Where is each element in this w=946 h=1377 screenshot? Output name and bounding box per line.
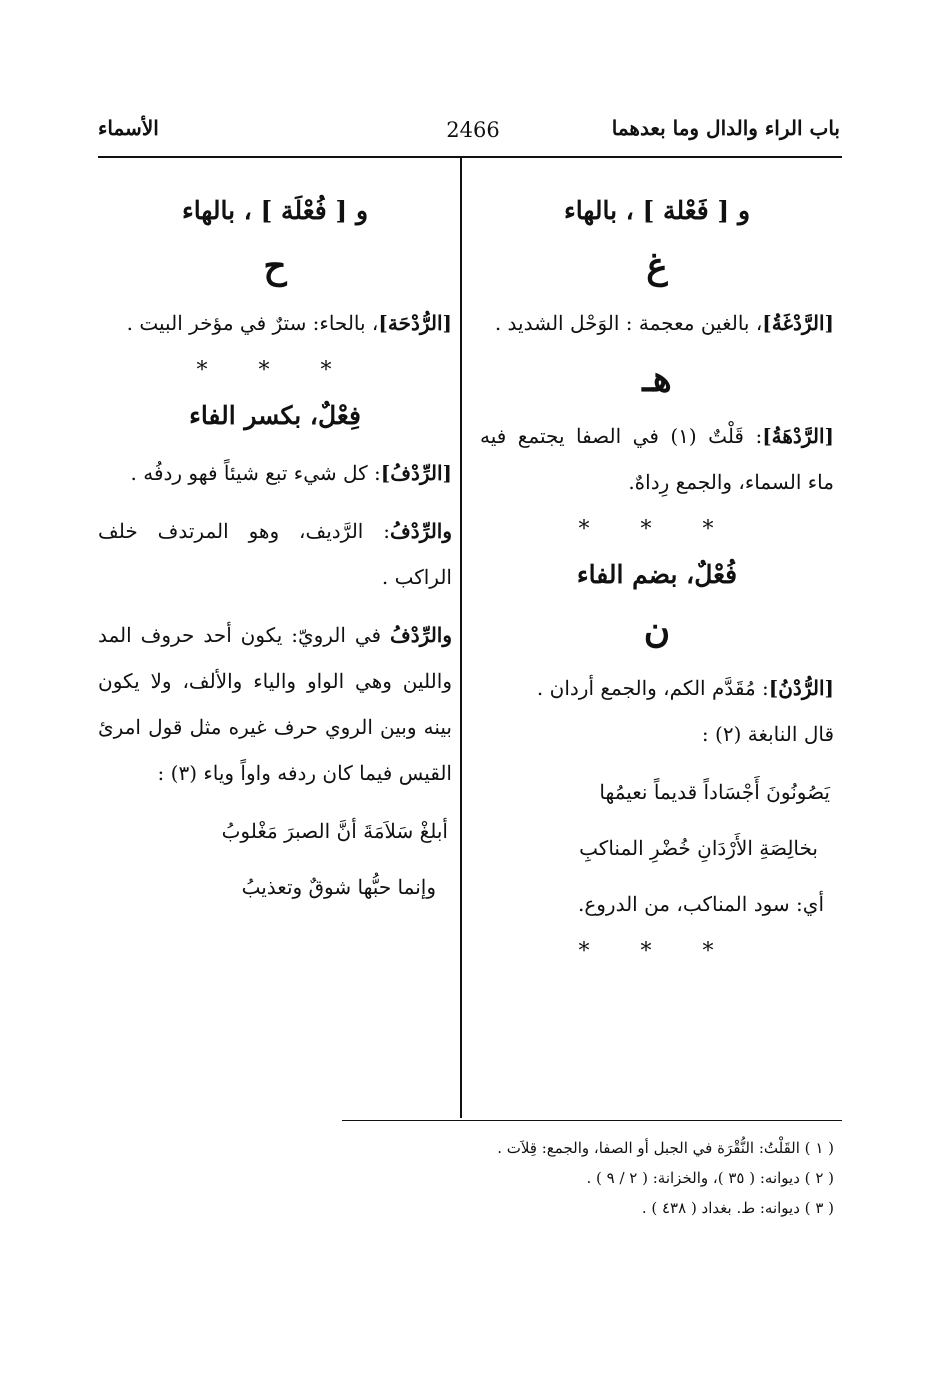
entry-paragraph — [98, 450, 452, 496]
running-head-section: الأسماء — [98, 116, 159, 140]
letter-heading: غ — [646, 245, 668, 287]
verse-line: يَصُونُونَ أَجْسَاداً قديماً نعيمُها — [599, 779, 830, 804]
entry-definition: : كل شيء تبع شيئاً فهو ردفُه . — [130, 461, 381, 486]
right-column — [480, 178, 834, 982]
section-heading: فُعْلٌ، بضم الفاء — [576, 560, 738, 590]
letter-heading: ن — [643, 609, 671, 652]
footnote: ( ١ ) القَلْتُ: النُّقْرَة في الجبل أو الصفا، والجمع: قِلاَت . — [497, 1139, 834, 1157]
verse-line: وإنما حبُّها شوقٌ وتعذيبُ — [241, 875, 436, 900]
header-rule — [98, 156, 842, 158]
section-separator: * * * — [578, 938, 736, 964]
entry-headword: [الرُّدْحَة] — [378, 311, 452, 336]
gloss-paragraph: أي: سود المناكب، من الدروع. — [577, 891, 824, 916]
entry-definition: ، بالغين معجمة : الوَحْل الشديد . — [494, 311, 763, 336]
page-number: 2466 — [446, 118, 500, 142]
entry-headword: والرِّدْفُ — [390, 623, 452, 648]
entry-headword: [الرُّدْنُ] — [768, 675, 834, 700]
entry-definition: : الرَّديف، وهو المرتدف خلف الراكب . — [98, 519, 452, 590]
column-divider — [460, 158, 462, 1118]
section-separator: * * * — [578, 517, 736, 543]
entry-headword: [الرَّدْهَةُ] — [762, 424, 834, 449]
entry-definition: : قَلْتٌ (١) في الصفا يجتمع فيه ماء السماء، والجمع رِداهٌ. — [480, 424, 834, 495]
left-column — [98, 178, 452, 920]
footnote-rule — [342, 1120, 842, 1121]
entry-paragraph — [480, 665, 834, 711]
entry-headword: [الرَّدْغَةُ] — [762, 311, 834, 336]
entry-paragraph — [480, 300, 834, 346]
running-head-chapter: باب الراء والدال وما بعدهما — [611, 116, 840, 140]
entry-definition: : مُقَدَّم الكم، والجمع أردان . — [536, 675, 769, 700]
section-heading: فِعْلٌ، بكسر الفاء — [189, 401, 361, 431]
section-separator: * * * — [196, 358, 354, 384]
entry-paragraph — [480, 413, 834, 505]
verse-line: بخالِصَةِ الأَرْدَانِ خُضْرِ المناكبِ — [579, 835, 818, 860]
entry-definition: ، بالحاء: سترٌ في مؤخر البيت . — [126, 311, 379, 336]
section-heading: و [ فَعْلة ] ، بالهاء — [563, 196, 751, 225]
entry-paragraph — [98, 612, 452, 796]
letter-heading: هـ — [642, 358, 672, 401]
entry-definition: في الرويّ: يكون أحد حروف المد واللين وهي الواو والياء والألف، ولا يكون بينه وبين الروي حرف غيره مثل قول امرئ القيس فيما كان ردفه واواً وياء (٣) : — [98, 623, 452, 786]
verse-line: أبلغْ سَلاَمَةَ أنَّ الصبرَ مَغْلوبُ — [221, 819, 448, 844]
entry-paragraph — [98, 300, 452, 346]
footnote: ( ٣ ) ديوانه: ط. بغداد ( ٤٣٨ ) . — [641, 1199, 834, 1217]
quote-intro: قال النابغة (٢) : — [701, 721, 834, 746]
footnotes — [104, 1133, 834, 1223]
entry-headword: والرِّدْفُ — [390, 519, 452, 544]
section-heading: و [ فُعْلَة ] ، بالهاء — [181, 196, 369, 225]
footnote: ( ٢ ) ديوانه: ( ٣٥ )، والخزانة: ( ٢ / ٩ ) . — [586, 1169, 834, 1187]
letter-heading: ح — [263, 245, 287, 287]
entry-paragraph — [98, 508, 452, 600]
entry-headword: [الرِّدْفُ] — [380, 461, 452, 486]
